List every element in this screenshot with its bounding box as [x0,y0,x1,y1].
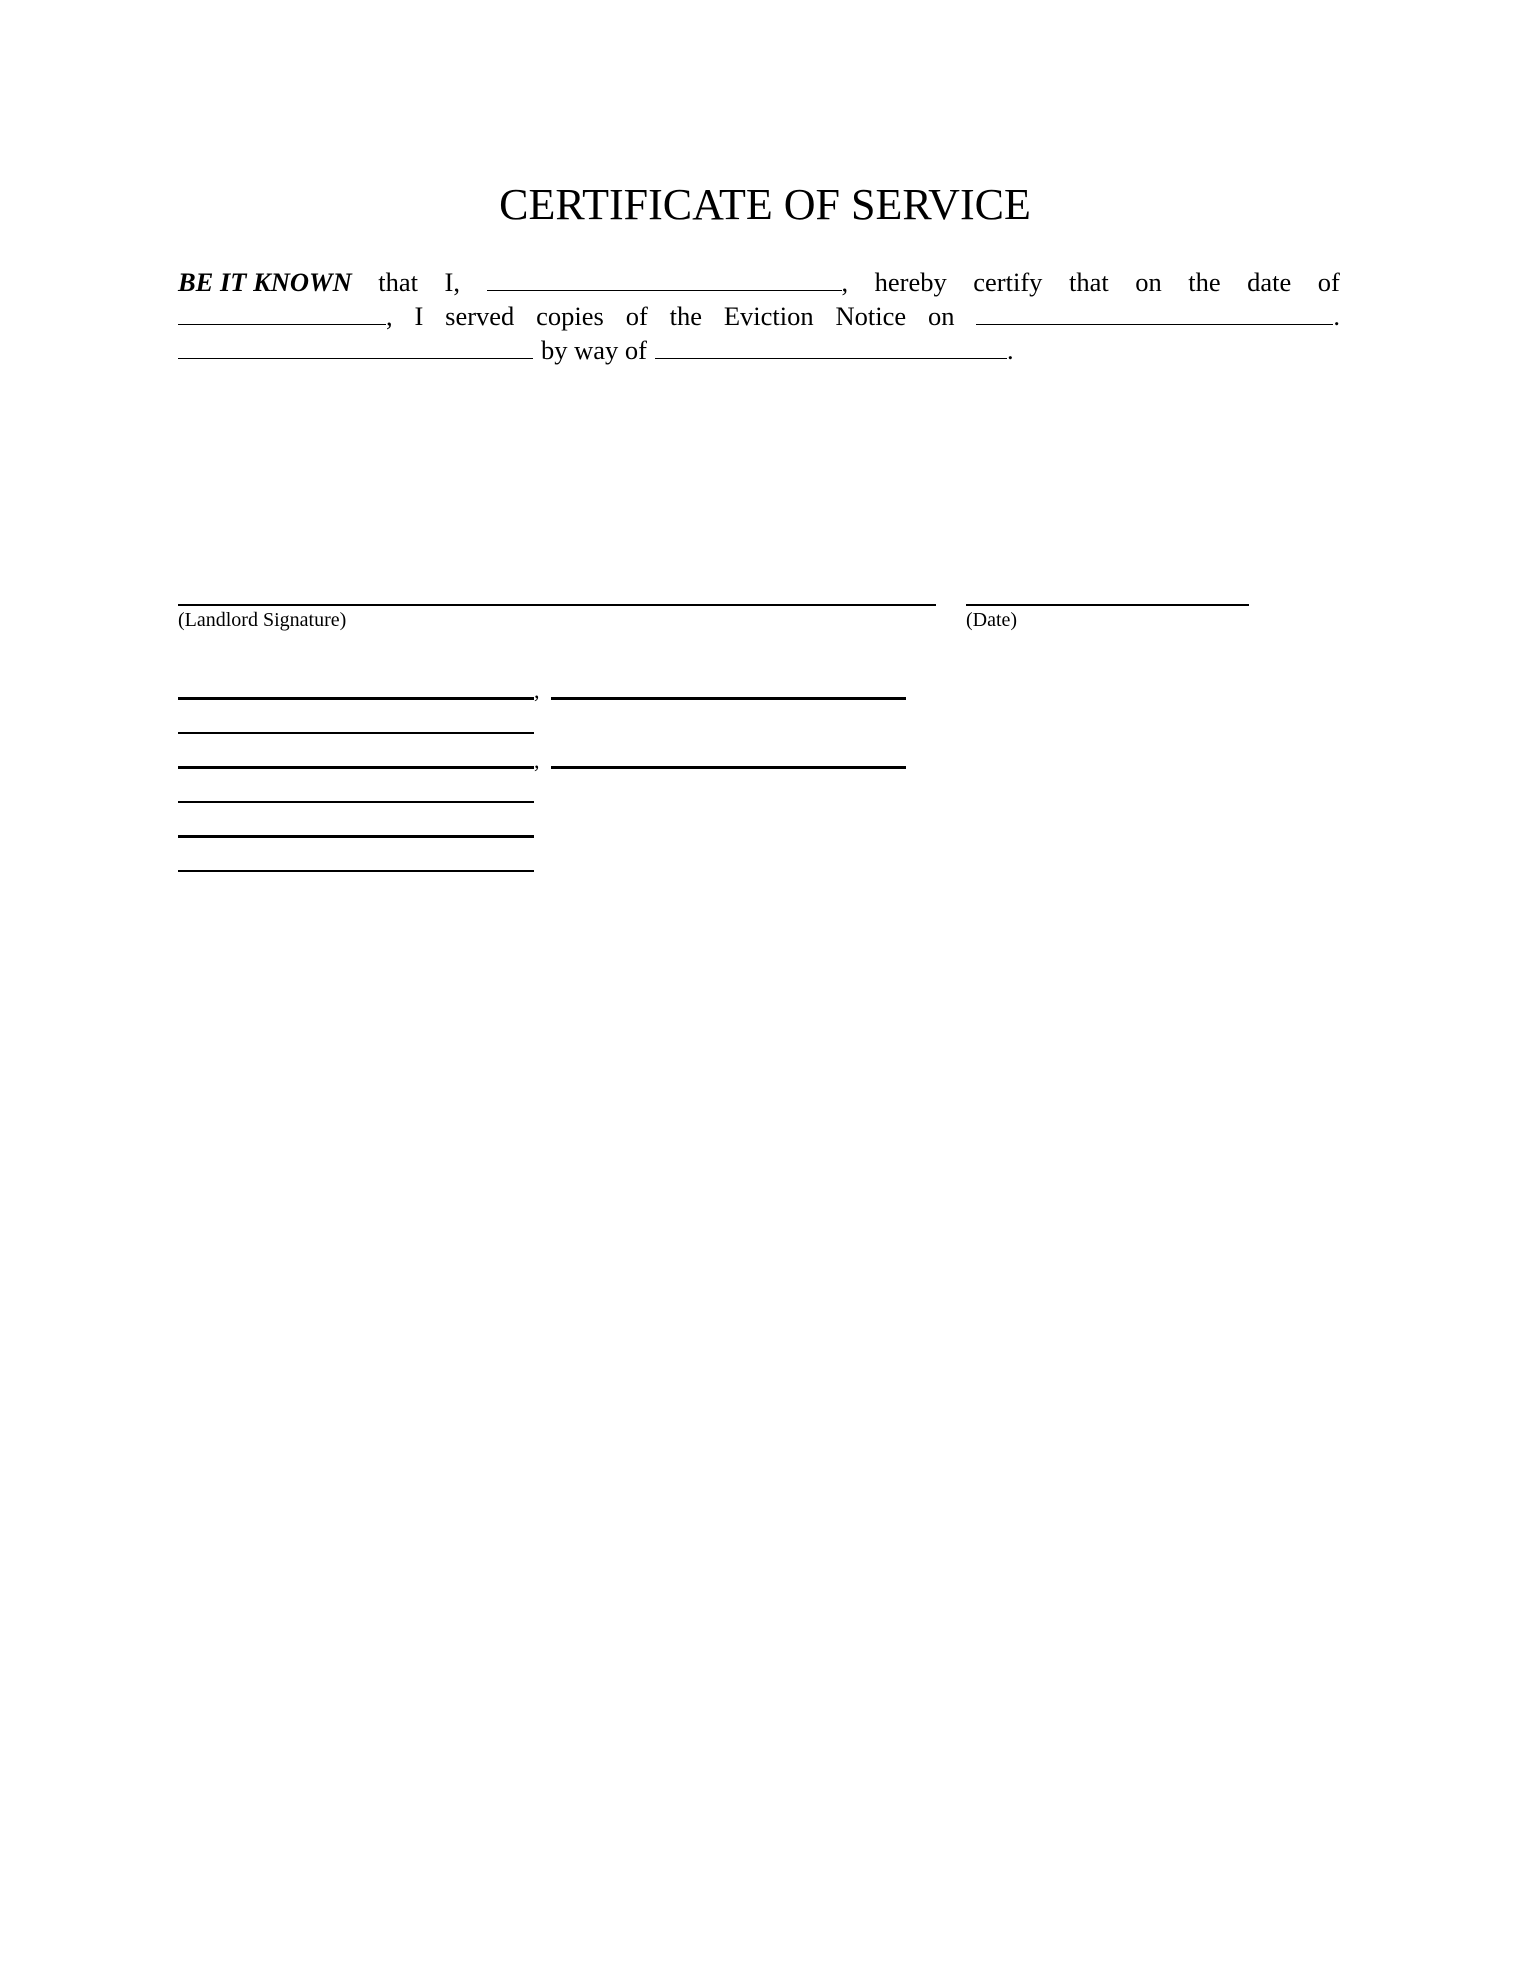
address-block-line-3b[interactable] [551,766,906,769]
service-date-field[interactable] [178,302,386,325]
landlord-signature-line[interactable] [178,604,936,606]
word: copies [536,301,604,331]
comma: , [534,748,540,773]
date-label: (Date) [966,609,1018,631]
word: I, [444,267,460,297]
paragraph-line-2 [178,299,1340,333]
paragraph-line-1 [178,265,1340,299]
word: Eviction [723,301,814,331]
word: the [669,301,702,331]
word: served [445,301,515,331]
word: hereby [874,267,947,297]
address-block-line-6[interactable] [178,870,534,872]
address-block-line-2[interactable] [178,732,534,734]
word: certify [973,267,1043,297]
server-name-field[interactable] [487,268,842,291]
by-way-of-text: by way of [541,335,647,365]
word: I [414,301,424,331]
word: on [1135,267,1162,297]
word: of [625,301,648,331]
address-block-line-5[interactable] [178,835,534,838]
word: on [927,301,955,331]
address-block-line-4[interactable] [178,801,534,803]
word: Notice [835,301,907,331]
word: that [1068,267,1109,297]
service-method-field[interactable] [655,336,1007,359]
word: date [1247,267,1292,297]
comma: , [841,267,849,297]
paragraph-line-3 [178,333,1340,367]
signature-date-line[interactable] [966,604,1249,606]
period: . [1333,301,1340,331]
comma: , [534,678,540,703]
word: that [378,267,419,297]
tenant-name-field[interactable] [976,302,1333,325]
comma: , [386,301,393,331]
tenant-address-field[interactable] [178,336,533,359]
period: . [1006,335,1014,365]
document-title: CERTIFICATE OF SERVICE [499,180,1031,229]
address-block-line-1a[interactable] [178,697,534,700]
address-block-line-1b[interactable] [551,697,906,700]
landlord-signature-label: (Landlord Signature) [178,609,347,631]
word: the [1188,267,1221,297]
be-it-known-lead: BE IT KNOWN [178,267,352,297]
word: of [1317,267,1340,297]
address-block-line-3a[interactable] [178,766,534,769]
